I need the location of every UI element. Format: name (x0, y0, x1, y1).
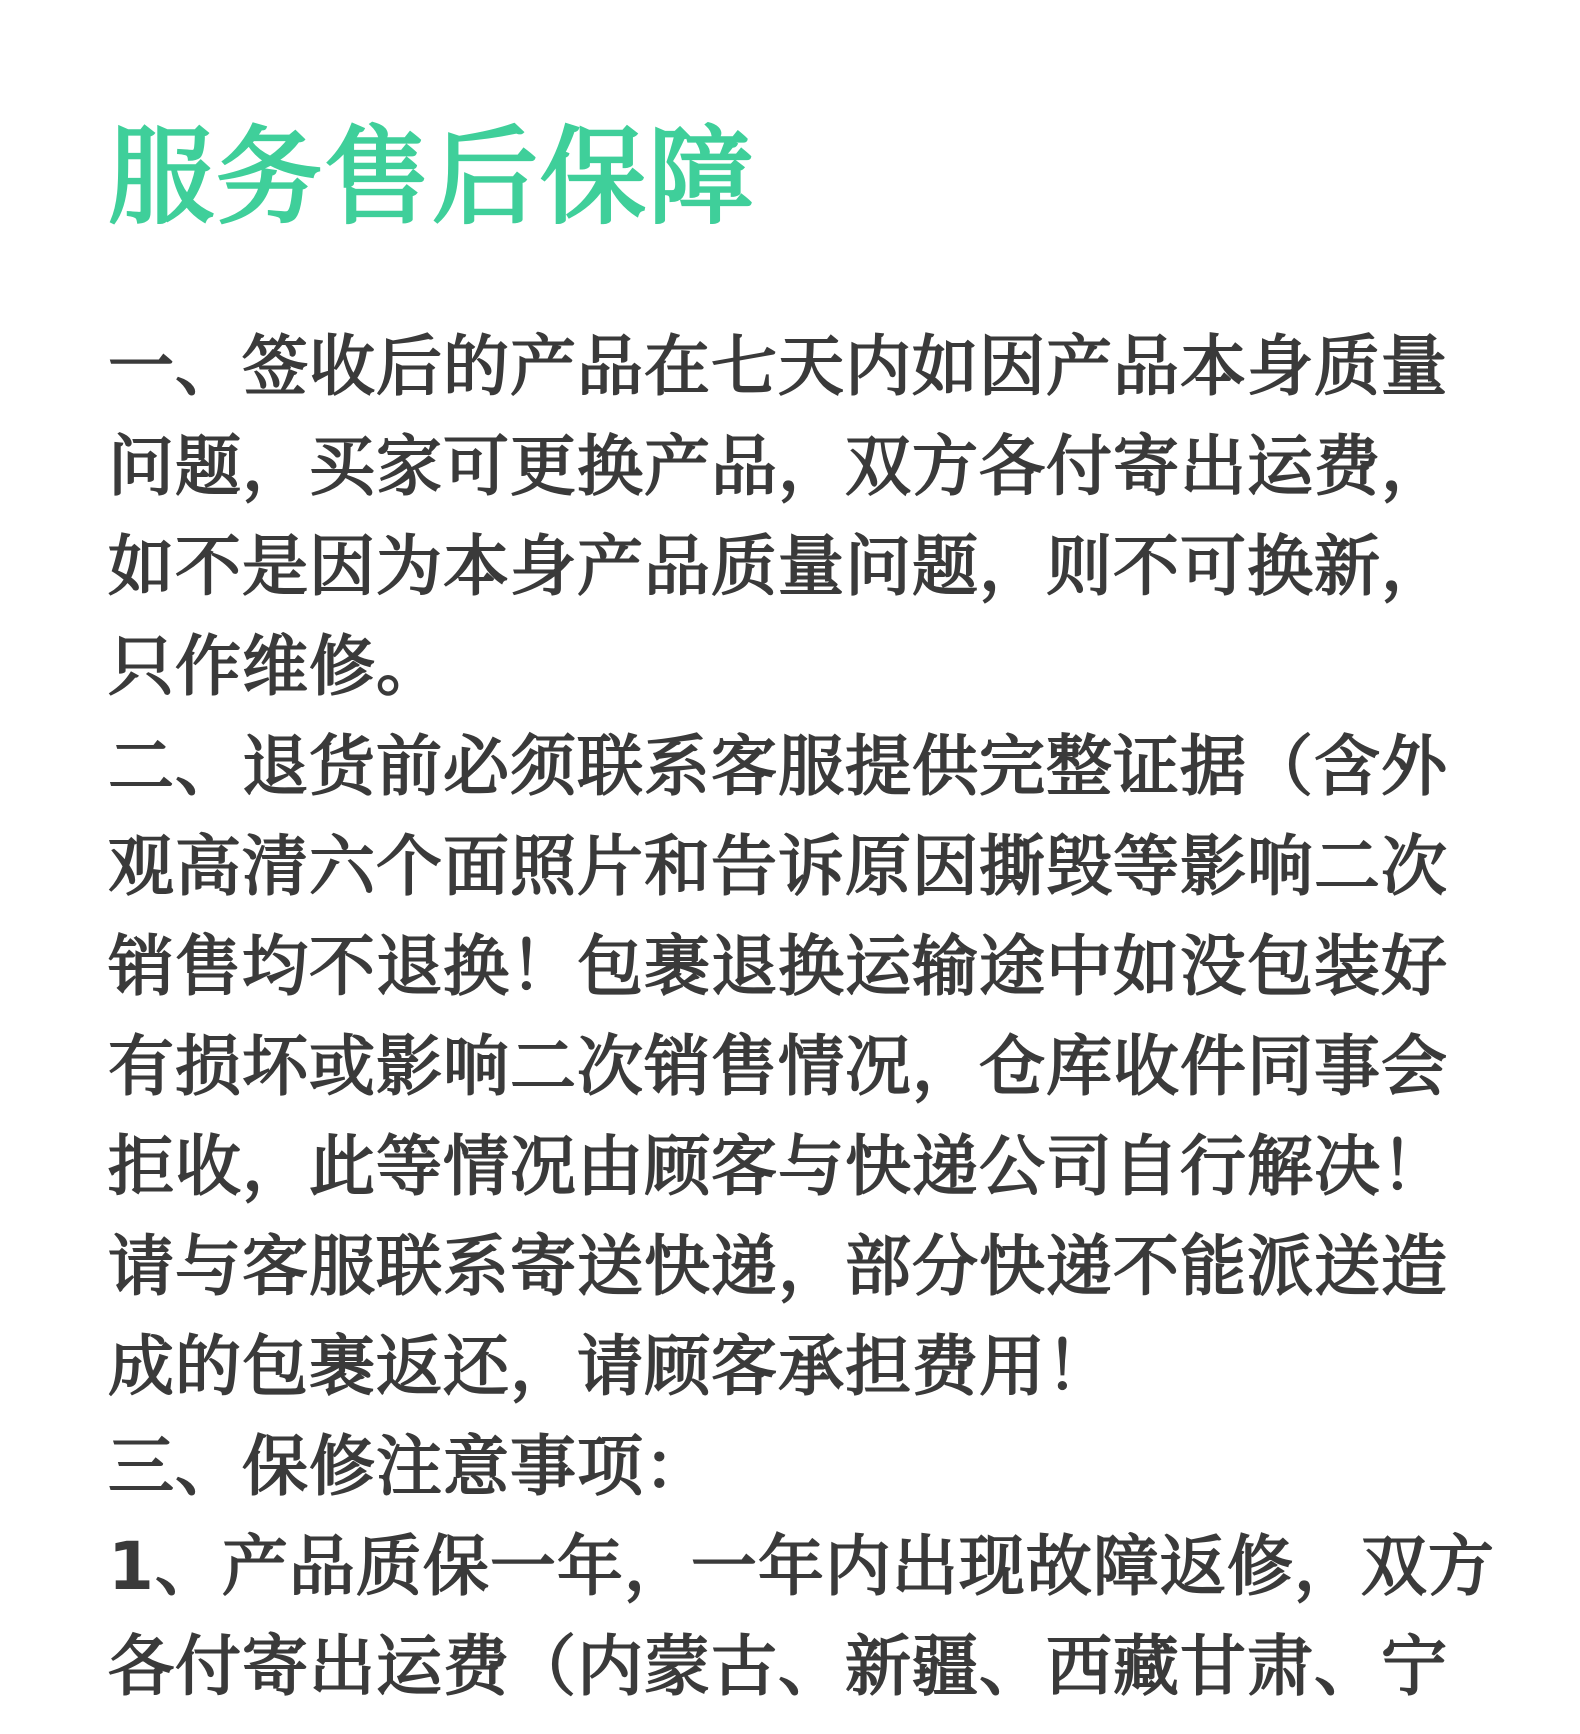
text-line: 1、产品质保一年，一年内出现故障返修，双方 (108, 1528, 1495, 1605)
text-line: 三、保修注意事项： (108, 1428, 711, 1505)
text-line: 如不是因为本身产品质量问题，则不可换新， (108, 528, 1448, 605)
text-line: 问题，买家可更换产品，双方各付寄出运费， (108, 428, 1448, 505)
text-line: 一、签收后的产品在七天内如因产品本身质量 (108, 328, 1448, 405)
policy-text (108, 317, 1548, 1717)
text-line: 各付寄出运费（内蒙古、新疆、西藏甘肃、宁 (108, 1628, 1448, 1705)
text-line: 成的包裹返还，请顾客承担费用！ (108, 1328, 1113, 1405)
text-line: 拒收，此等情况由顾客与快递公司自行解决！ (108, 1128, 1448, 1205)
page-title: 服务售后保障 (108, 116, 756, 239)
text-line: 请与客服联系寄送快递，部分快递不能派送造 (108, 1228, 1448, 1305)
text-line: 销售均不退换！包裹退换运输途中如没包装好 (108, 928, 1448, 1005)
text-line: 有损坏或影响二次销售情况，仓库收件同事会 (108, 1028, 1448, 1105)
text-line: 只作维修。 (108, 628, 443, 705)
text-line: 二、退货前必须联系客服提供完整证据（含外 (108, 728, 1448, 805)
text-line: 观高清六个面照片和告诉原因撕毁等影响二次 (108, 828, 1448, 905)
